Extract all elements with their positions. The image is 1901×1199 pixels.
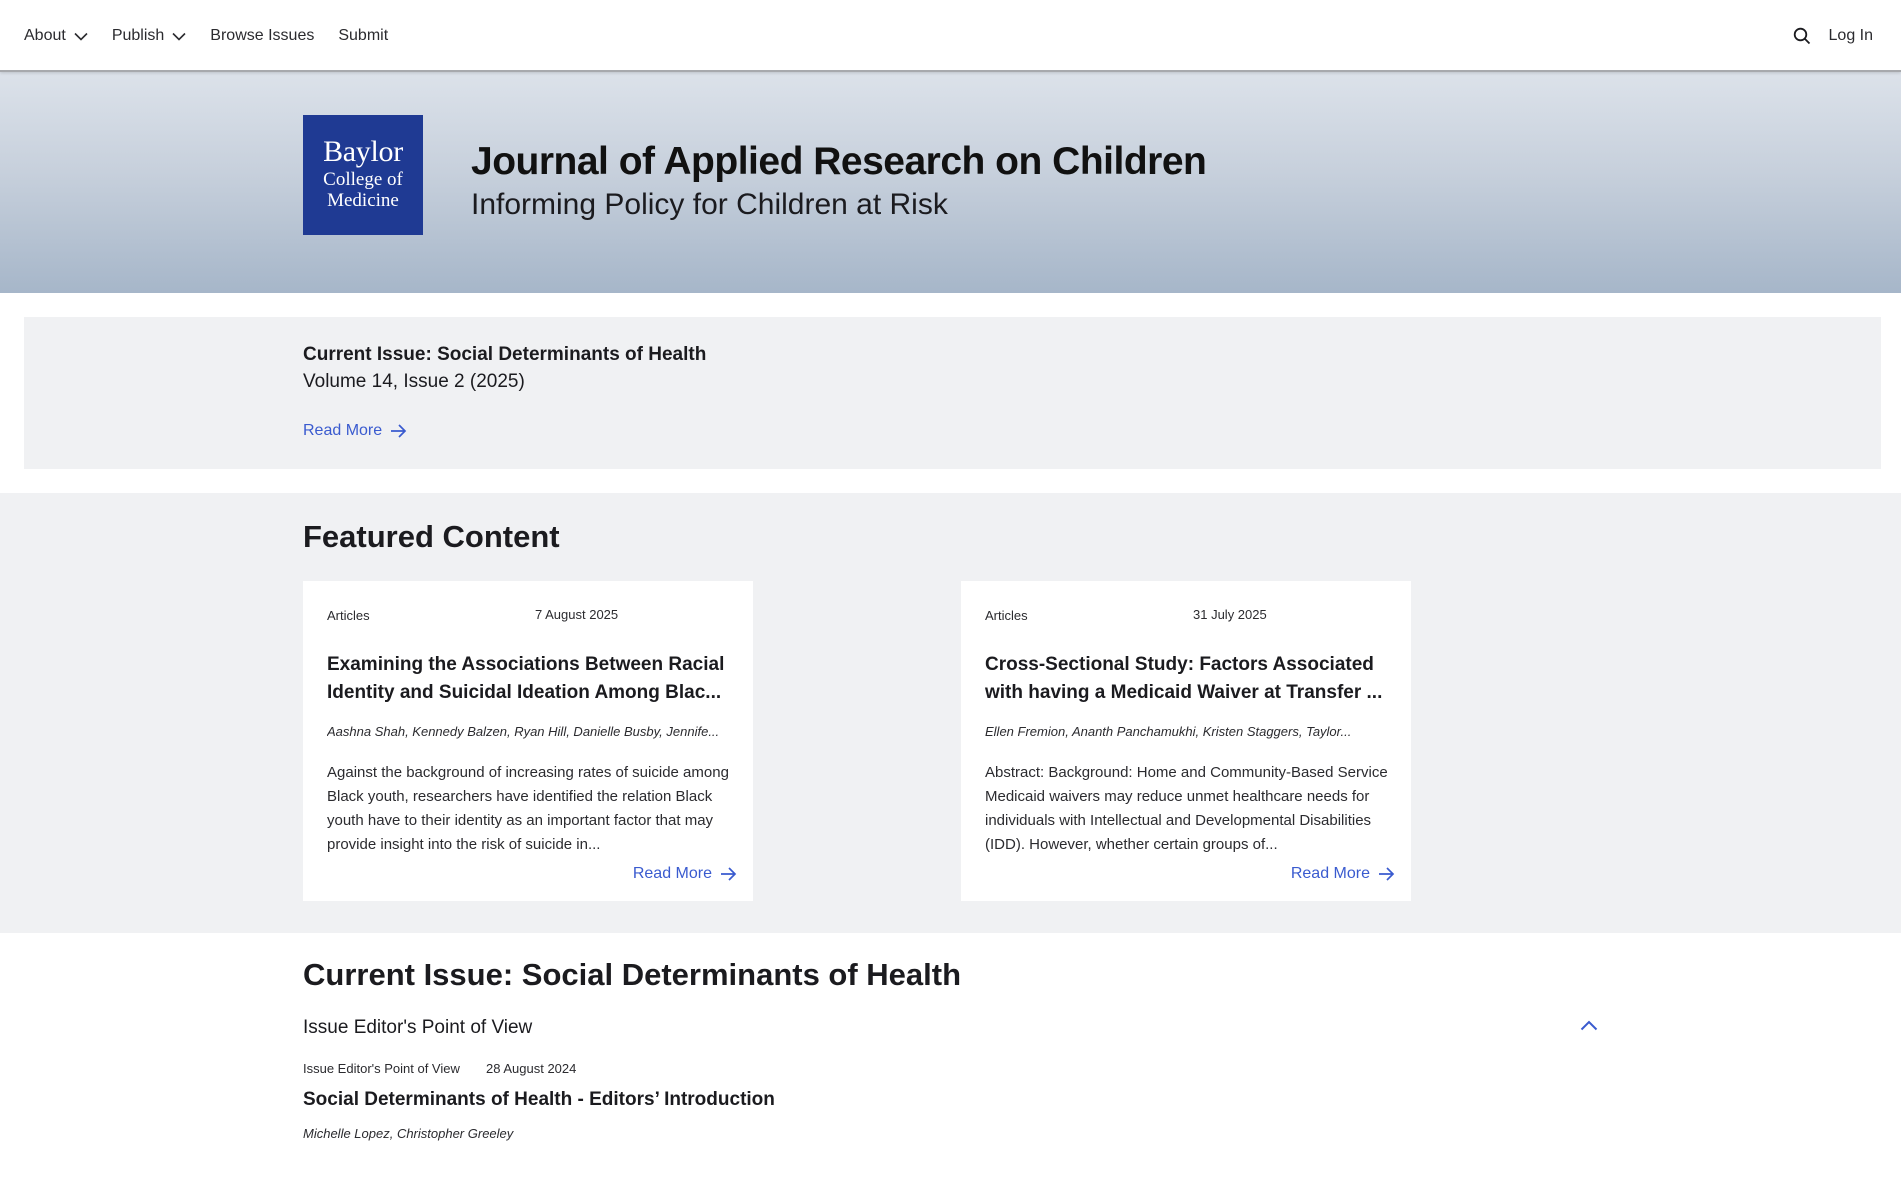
article-type: Articles (327, 608, 370, 623)
current-issue-read-more-link[interactable] (303, 422, 407, 440)
read-more-label: Read More (632, 865, 712, 882)
nav-item-label: Submit (338, 27, 389, 44)
article-read-more-link[interactable] (1291, 865, 1395, 883)
chevron-up-icon (1580, 1020, 1598, 1031)
article-authors: Michelle Lopez, Christopher Greeley (303, 1126, 514, 1141)
article-authors: Aashna Shah, Kennedy Balzen, Ryan Hill, Danielle Busby, Jennife... (327, 724, 720, 739)
arrow-right-icon (720, 866, 737, 882)
top-navigation (0, 0, 1901, 72)
nav-item-label: Publish (111, 27, 165, 44)
article-title-link[interactable]: Social Determinants of Health - Editors’ Introduction (303, 1089, 775, 1110)
issue-section-label[interactable]: Issue Editor's Point of View (303, 1017, 533, 1038)
article-abstract: Against the background of increasing rates of suicide among Black youth, researchers have identified the relation Black youth have to their identity as an important factor that may provide insight into the risk of suicide in... (327, 764, 729, 853)
arrow-right-icon (390, 423, 407, 439)
nav-item-about[interactable] (24, 27, 88, 45)
article-read-more-link[interactable] (633, 865, 737, 883)
read-more-label: Read More (303, 422, 383, 439)
article-authors: Ellen Fremion, Ananth Panchamukhi, Kristen Staggers, Taylor... (985, 724, 1352, 739)
article-date: 28 August 2024 (486, 1061, 577, 1076)
article-date: 31 July 2025 (1193, 607, 1267, 622)
chevron-down-icon (172, 32, 186, 41)
nav-menu (24, 0, 412, 72)
journal-header-banner (0, 72, 1901, 293)
logo-line: Medicine (327, 190, 399, 211)
logo-line: College of (323, 169, 403, 190)
featured-article-card (961, 581, 1411, 901)
search-icon (1793, 27, 1811, 45)
featured-content-heading: Featured Content (303, 519, 560, 554)
journal-title[interactable]: Journal of Applied Research on Children (471, 140, 1207, 183)
article-type: Issue Editor's Point of View (303, 1061, 460, 1076)
article-abstract: Abstract: Background: Home and Community-Based Service Medicaid waivers may reduce unmet healthcare needs for individuals with Intellectual and Developmental Disabilities (IDD). However, whether certain groups of... (985, 764, 1388, 853)
current-issue-promo (24, 317, 1881, 469)
featured-content-section (0, 493, 1901, 933)
nav-item-label: Browse Issues (210, 27, 315, 44)
arrow-right-icon (1378, 866, 1395, 882)
chevron-down-icon (74, 32, 88, 41)
baylor-logo[interactable] (303, 115, 423, 235)
nav-item-label: About (24, 27, 66, 44)
current-issue-volume: Volume 14, Issue 2 (2025) (303, 371, 525, 392)
article-type: Articles (985, 608, 1028, 623)
current-issue-heading: Current Issue: Social Determinants of Health (303, 957, 962, 992)
journal-subtitle: Informing Policy for Children at Risk (471, 188, 948, 221)
section-collapse-button[interactable] (1580, 1018, 1598, 1036)
nav-item-submit[interactable] (338, 27, 388, 45)
nav-item-publish[interactable] (112, 27, 186, 45)
featured-article-card (303, 581, 753, 901)
login-link[interactable]: Log In (1828, 27, 1873, 44)
nav-item-browse-issues[interactable] (210, 27, 314, 45)
read-more-label: Read More (1290, 865, 1370, 882)
current-issue-title: Current Issue: Social Determinants of Health (303, 344, 707, 365)
search-button[interactable] (1793, 27, 1811, 45)
article-title-link[interactable]: Examining the Associations Between Racial Identity and Suicidal Ideation Among Blac... (327, 654, 725, 703)
article-title-link[interactable]: Cross-Sectional Study: Factors Associated with having a Medicaid Waiver at Transfer ... (985, 654, 1383, 703)
logo-line: Baylor (323, 135, 403, 168)
article-date: 7 August 2025 (535, 607, 619, 622)
nav-utilities (1793, 0, 1873, 72)
